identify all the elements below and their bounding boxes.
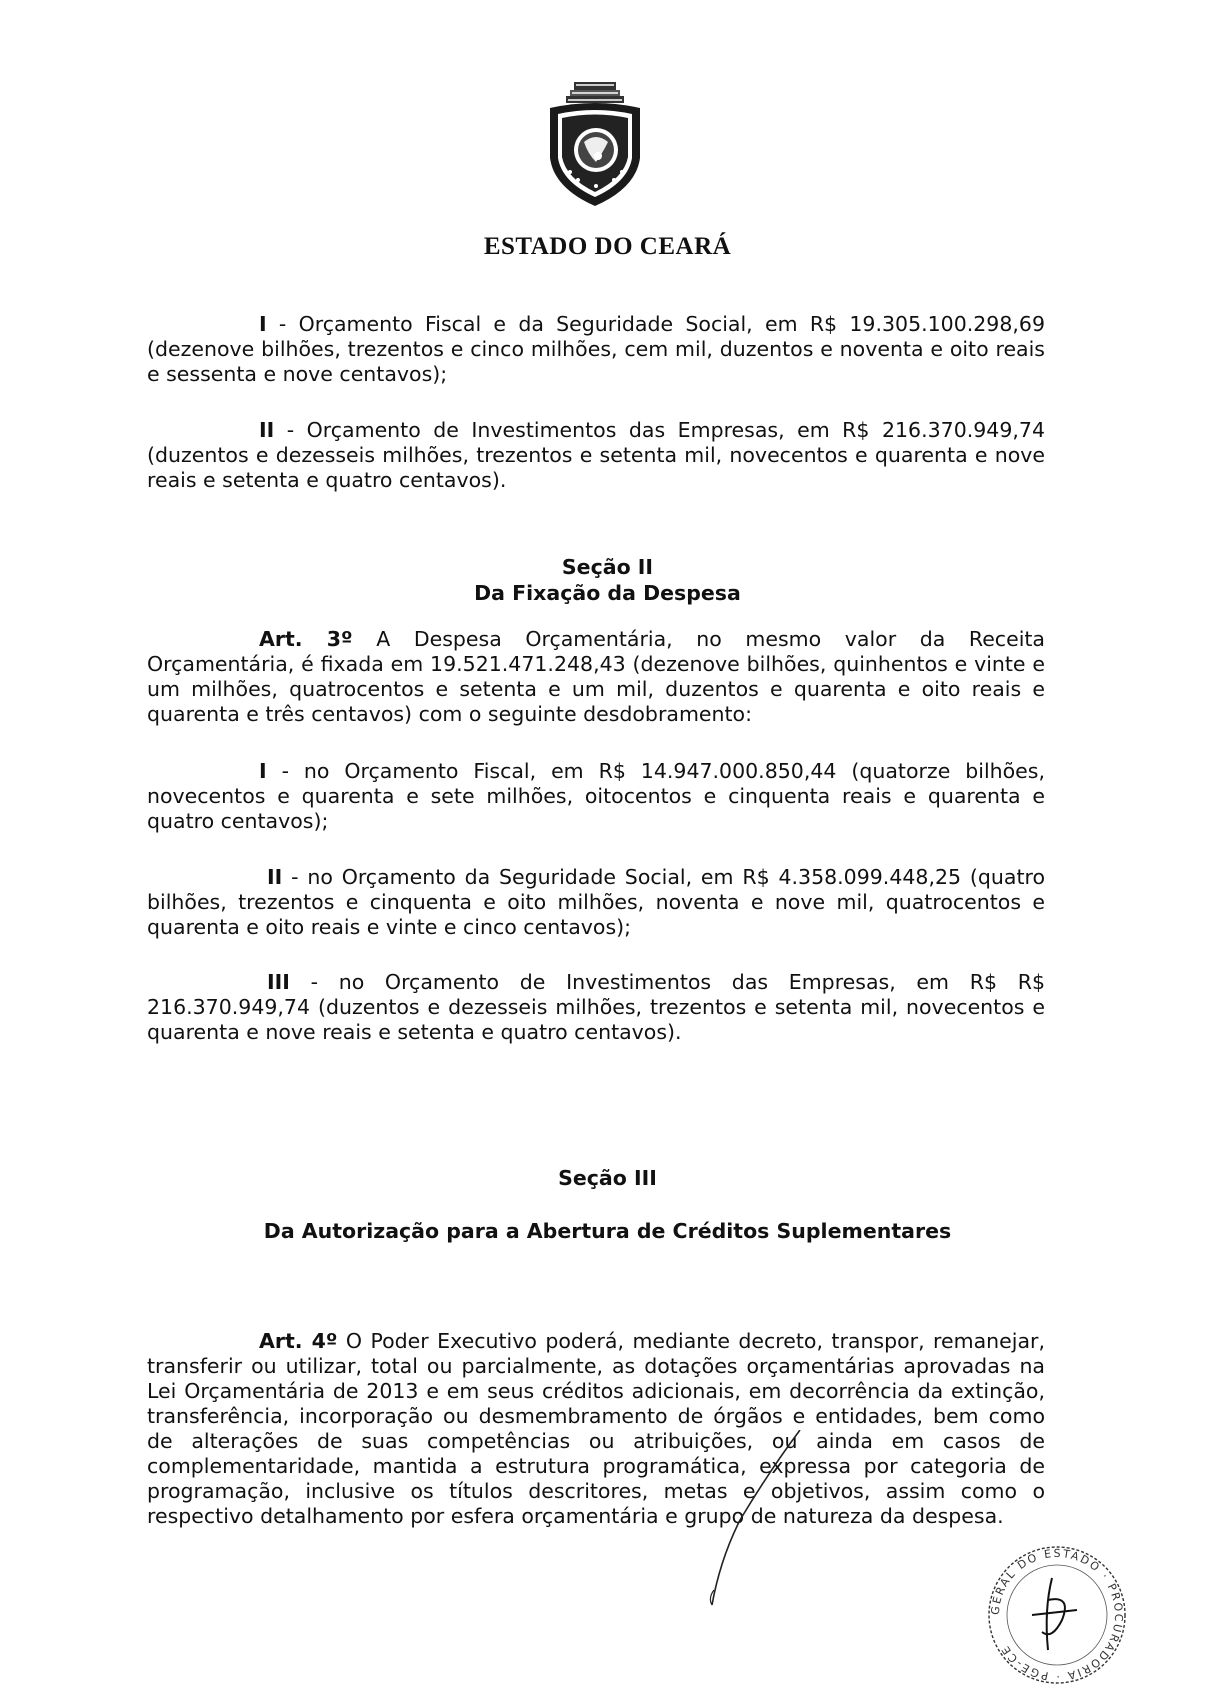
item-text: - no Orçamento Fiscal, em R$ 14.947.000.850,44 (quatorze bilhões, novecentos e quarenta e sete milhões, oitocentos e cinquenta reais e quarenta e quatro centavos); [147,759,1045,833]
item-label: II [259,418,275,442]
item-text: - no Orçamento da Seguridade Social, em R$ 4.358.099.448,25 (quatro bilhões, trezentos e cinquenta e oito milhões, noventa e nove mil, quatrocentos e quarenta e oito reais e vinte e cinco centavos); [147,865,1045,939]
section-title: Seção II [561,555,654,579]
despesa-item-3 [147,970,1045,1045]
item-label: II [267,865,283,889]
signature-icon [700,1430,920,1610]
section-subtitle: Da Fixação da Despesa [474,581,741,605]
state-coat-of-arms-icon [536,80,654,210]
article-text: A Despesa Orçamentária, no mesmo valor da Receita Orçamentária, é fixada em 19.521.471.248,43 (dezenove bilhões, quinhentos e vinte e um milhões, quatrocentos e setenta e um mil, duzentos e quarenta e oito reais e quarenta e três centavos) com o seguinte desdobramento: [147,627,1045,726]
article-3 [147,627,1045,727]
item-text: - Orçamento de Investimentos das Empresas, em R$ 216.370.949,74 (duzentos e dezesseis milhões, trezentos e setenta mil, novecentos e quarenta e nove reais e setenta e quatro centavos). [147,418,1045,492]
item-text: - Orçamento Fiscal e da Seguridade Social, em R$ 19.305.100.298,69 (dezenove bilhões, trezentos e cinco milhões, cem mil, duzentos e noventa e oito reais e sessenta e nove centavos); [147,312,1045,386]
despesa-item-2 [147,865,1045,940]
article-text: O Poder Executivo poderá, mediante decreto, transpor, remanejar, transferir ou utilizar, total ou parcialmente, as dotações orçamentárias aprovadas na Lei Orçamentária de 2013 e em seus créditos adicionais, em decorrência da extinção, transferência, incorporação ou desmembramento de órgãos e entidades, bem como de alterações de suas competências ou atribuições, ou ainda em casos de complementaridade, mantida a estrutura programática, expressa por categoria de programação, inclusive os títulos descritores, metas e objetivos, assim como o respectivo detalhamento por esfera orçamentária e grupo de natureza da despesa. [147,1329,1045,1528]
stamp-seal-icon [982,1540,1132,1690]
section-subtitle: Da Autorização para a Abertura de Créditos Suplementares [263,1219,952,1243]
receita-item-2 [147,418,1045,493]
section-title: Seção III [558,1166,657,1190]
item-label: I [259,759,267,783]
seal-text: GERAL DO ESTADO · PROCURADORIA · PGE-CE [988,1546,1126,1684]
despesa-item-1 [147,759,1045,834]
article-label: Art. 3º [259,627,353,651]
receita-item-1 [147,312,1045,387]
svg-text:GERAL DO ESTADO · PROCURADORIA [989,1547,1125,1683]
item-text: - no Orçamento de Investimentos das Empresas, em R$ R$ 216.370.949,74 (duzentos e dezesseis milhões, trezentos e setenta mil, novecentos e quarenta e nove reais e setenta e quatro centavos). [147,970,1045,1044]
state-title: ESTADO DO CEARÁ [483,233,732,260]
item-label: III [267,970,290,994]
article-label: Art. 4º [259,1329,338,1353]
item-label: I [259,312,267,336]
